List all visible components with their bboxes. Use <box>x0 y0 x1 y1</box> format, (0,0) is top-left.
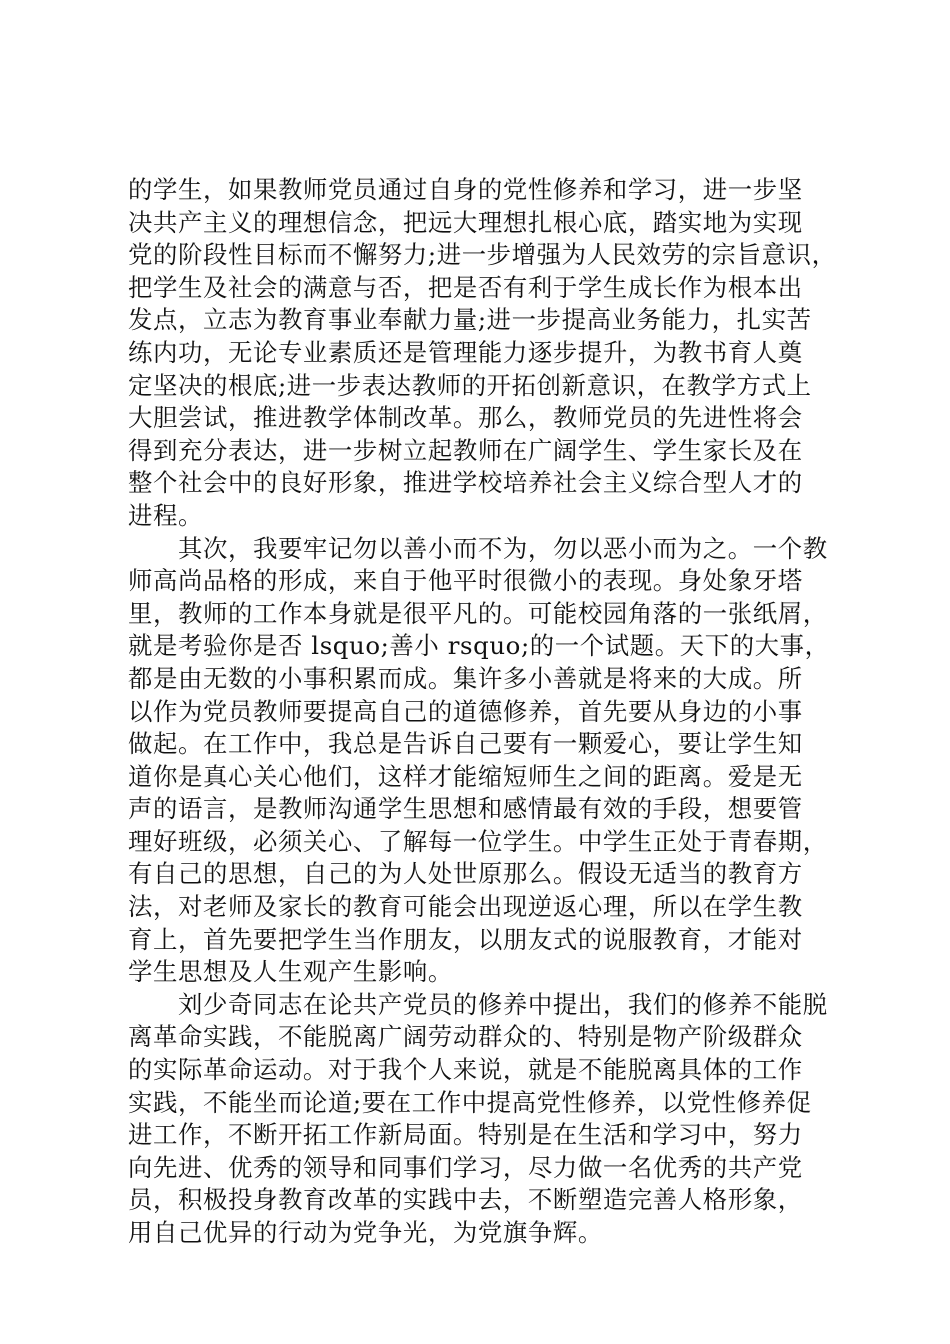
text-line: 发点，立志为教育事业奉献力量;进一步提高业务能力，扎实苦 <box>128 305 812 335</box>
text-line: 其次，我要牢记勿以善小而不为，勿以恶小而为之。一个教 <box>128 533 828 563</box>
text-line: 决共产主义的理想信念，把远大理想扎根心底，踏实地为实现 <box>128 207 803 237</box>
text-line: 把学生及社会的满意与否，把是否有利于学生成长作为根本出 <box>128 272 803 302</box>
text-line: 用自己优异的行动为党争光，为党旗争辉。 <box>128 1218 603 1247</box>
text-line: 的学生，如果教师党员通过自身的党性修养和学习，进一步坚 <box>128 175 803 204</box>
text-line: 离革命实践，不能脱离广阔劳动群众的、特别是物产阶级群众 <box>128 1022 803 1052</box>
text-line: 得到充分表达，进一步树立起教师在广阔学生、学生家长及在 <box>128 435 803 465</box>
text-line: 学生思想及人生观产生影响。 <box>128 957 453 987</box>
text-line: 刘少奇同志在论共产党员的修养中提出，我们的修养不能脱 <box>128 989 828 1019</box>
paragraph-3 <box>128 989 828 1250</box>
paragraph-2 <box>128 533 828 989</box>
text-line: 练内功，无论专业素质还是管理能力逐步提升，为教书育人奠 <box>128 337 803 367</box>
text-line: 法，对老师及家长的教育可能会出现逆返心理，所以在学生教 <box>128 892 803 922</box>
text-line: 有自己的思想，自己的为人处世原那么。假设无适当的教育方 <box>128 859 803 889</box>
text-line: 员，积极投身教育改革的实践中去，不断塑造完善人格形象， <box>128 1185 803 1215</box>
text-line: 党的阶段性目标而不懈努力;进一步增强为人民效劳的宗旨意识， <box>128 240 837 270</box>
text-line: 以作为党员教师要提高自己的道德修养，首先要从身边的小事 <box>128 696 803 726</box>
text-line: 育上，首先要把学生当作朋友，以朋友式的说服教育，才能对 <box>128 924 803 954</box>
text-line: 声的语言，是教师沟通学生思想和感情最有效的手段，想要管 <box>128 794 803 824</box>
text-line: 进程。 <box>128 500 203 530</box>
text-line: 师高尚品格的形成，来自于他平时很微小的表现。身处象牙塔 <box>128 566 803 596</box>
text-line: 理好班级，必须关心、了解每一位学生。中学生正处于青春期， <box>128 826 828 856</box>
text-line: 向先进、优秀的领导和同事们学习，尽力做一名优秀的共产党 <box>128 1152 803 1182</box>
text-line: 里，教师的工作本身就是很平凡的。可能校园角落的一张纸屑， <box>128 598 828 628</box>
text-line: 进工作，不断开拓工作新局面。特别是在生活和学习中，努力 <box>128 1120 803 1150</box>
text-line: 实践，不能坐而论道;要在工作中提高党性修养，以党性修养促 <box>128 1087 812 1117</box>
text-line: 大胆尝试，推进教学体制改革。那么，教师党员的先进性将会 <box>128 403 803 433</box>
text-line: 的实际革命运动。对于我个人来说，就是不能脱离具体的工作 <box>128 1055 803 1085</box>
text-line: 整个社会中的良好形象，推进学校培养社会主义综合型人才的 <box>128 468 803 498</box>
text-line: 道你是真心关心他们，这样才能缩短师生之间的距离。爱是无 <box>128 761 803 791</box>
paragraph-1 <box>128 174 837 533</box>
text-line: 就是考验你是否 lsquo;善小 rsquo;的一个试题。天下的大事， <box>128 631 830 661</box>
text-line: 都是由无数的小事积累而成。集许多小善就是将来的大成。所 <box>128 663 803 693</box>
document-body <box>128 174 837 1250</box>
text-line: 定坚决的根底;进一步表达教师的开拓创新意识，在教学方式上 <box>128 370 812 400</box>
text-line: 做起。在工作中，我总是告诉自己要有一颗爱心，要让学生知 <box>128 729 803 759</box>
